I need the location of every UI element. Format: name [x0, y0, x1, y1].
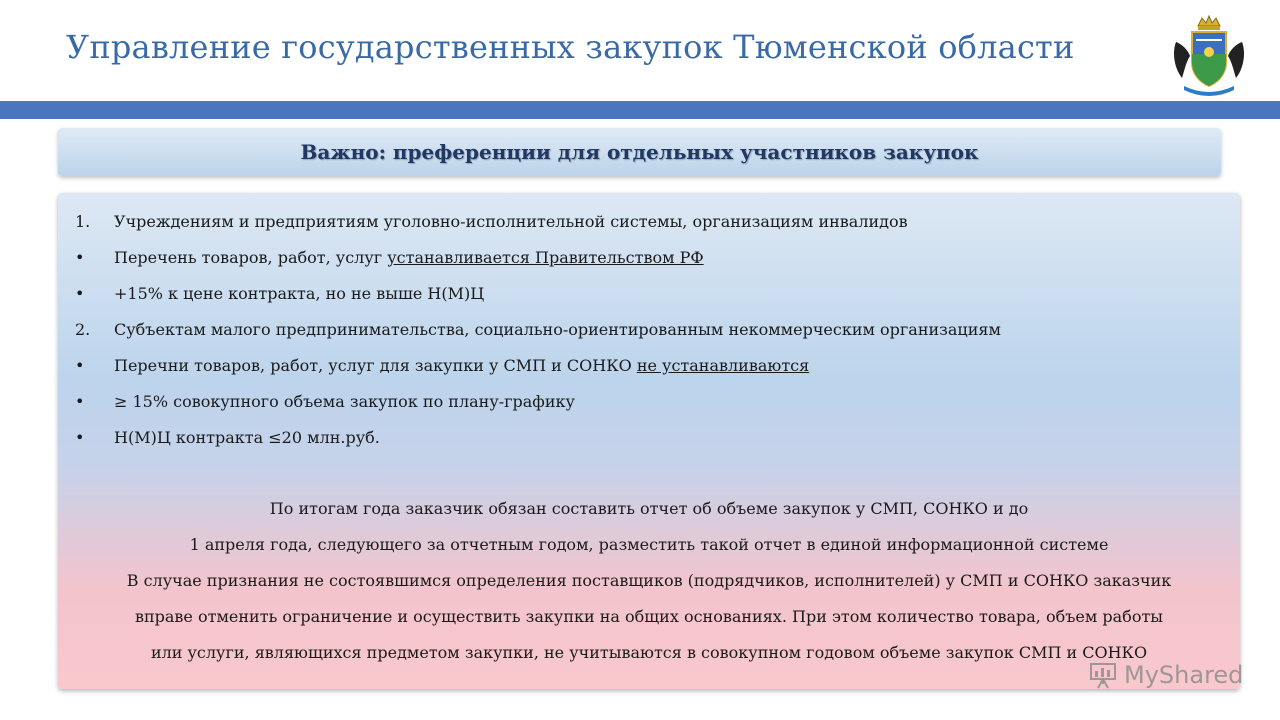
- tyumen-coat-of-arms-icon: [1168, 12, 1250, 98]
- list-number: 2.: [75, 320, 91, 339]
- list-item-text: Перечни товаров, работ, услуг для закупки у СМП и СОНКО не устанавливаются: [114, 356, 810, 375]
- paragraph-line: В случае признания не состоявшимся определения поставщиков (подрядчиков, исполнителей) у СМП и СОНКО заказчик: [126, 571, 1172, 590]
- list-item-text: ≥ 15% совокупного объема закупок по плану-графику: [114, 392, 575, 411]
- list-item: [58, 284, 1240, 308]
- list-item: [58, 248, 1240, 272]
- paragraph-line: 1 апреля года, следующего за отчетным годом, разместить такой отчет в единой информационной системе: [189, 535, 1109, 554]
- presentation-board-icon: [1088, 660, 1118, 690]
- subtitle-text: Важно: преференции для отдельных участников закупок: [300, 140, 979, 164]
- bullet: •: [75, 356, 85, 375]
- bullet: •: [75, 248, 85, 267]
- paragraph-line: вправе отменить ограничение и осуществить закупки на общих основаниях. При этом количество товара, объем работы: [134, 607, 1164, 626]
- subtitle-banner: [58, 128, 1221, 176]
- bullet: •: [75, 392, 85, 411]
- list-item: [58, 320, 1240, 344]
- header-accent-bar: [0, 101, 1280, 119]
- content-panel: [58, 193, 1240, 689]
- list-item: [58, 212, 1240, 236]
- paragraph-line: или услуги, являющихся предметом закупки, не учитываются в совокупном годовом объеме закупок СМП и СОНКО: [150, 643, 1148, 662]
- list-item-text: +15% к цене контракта, но не выше Н(М)Ц: [114, 284, 485, 303]
- list-item-text: Н(М)Ц контракта ≤20 млн.руб.: [114, 428, 380, 447]
- watermark-logo: [1088, 660, 1243, 690]
- list-item-text: Учреждениям и предприятиям уголовно-исполнительной системы, организациям инвалидов: [114, 212, 908, 231]
- list-item: [58, 392, 1240, 416]
- paragraph-line: По итогам года заказчик обязан составить отчет об объеме закупок у СМП, СОНКО и до: [269, 499, 1029, 518]
- list-number: 1.: [75, 212, 91, 231]
- list-item: [58, 356, 1240, 380]
- list-item-text: Субъектам малого предпринимательства, социально-ориентированным некоммерческим организациям: [114, 320, 1001, 339]
- list-item-text: Перечень товаров, работ, услуг устанавливается Правительством РФ: [114, 248, 704, 267]
- list-item: [58, 428, 1240, 452]
- watermark-text: MyShared: [1124, 661, 1244, 689]
- bullet: •: [75, 284, 85, 303]
- bullet: •: [75, 428, 85, 447]
- page-title: Управление государственных закупок Тюменской области: [66, 28, 1075, 66]
